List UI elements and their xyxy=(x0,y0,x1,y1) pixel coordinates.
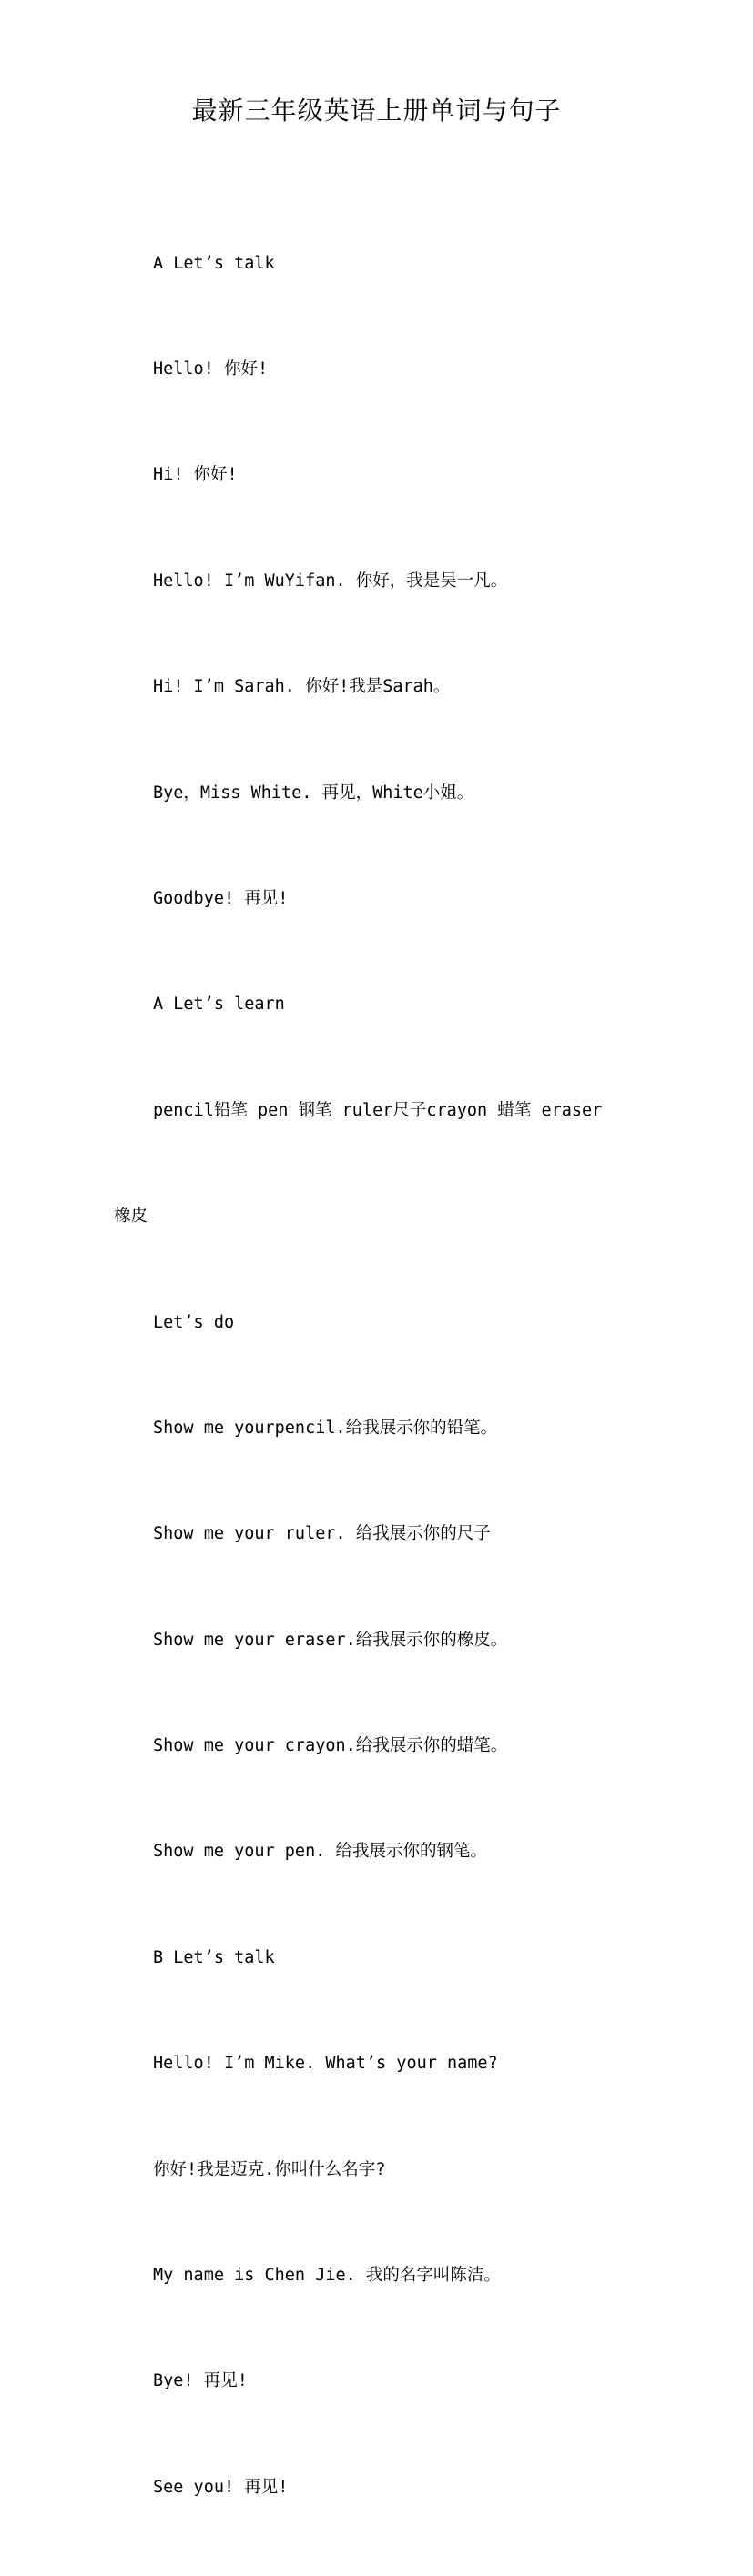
document-title: 最新三年级英语上册单词与句子 xyxy=(191,96,562,126)
text-line: Show me your pen. 给我展示你的钢笔。 xyxy=(153,1842,487,1862)
text-line: Hello! I’m Mike. What’s your name? xyxy=(153,2054,498,2074)
text-line: Goodbye! 再见! xyxy=(153,888,289,908)
text-line: pencil铅笔 pen 钢笔 ruler尺子crayon 蜡笔 eraser xyxy=(153,1100,603,1120)
text-line: Bye! 再见! xyxy=(153,2371,248,2391)
text-line: Hello! I’m WuYifan. 你好，我是吴一凡。 xyxy=(153,571,508,591)
text-line: Hi! I’m Sarah. 你好!我是Sarah。 xyxy=(153,677,451,697)
text-line: See you! 再见! xyxy=(153,2477,289,2497)
text-line: 你好!我是迈克.你叫什么名字? xyxy=(153,2159,386,2179)
text-line: Show me your ruler. 给我展示你的尺子 xyxy=(153,1524,491,1544)
text-line: Show me your crayon.给我展示你的蜡笔。 xyxy=(153,1736,508,1756)
text-line: Show me yourpencil.给我展示你的铅笔。 xyxy=(153,1418,498,1438)
text-line: Bye，Miss White. 再见，White小姐。 xyxy=(153,783,474,803)
text-line: Hello! 你好! xyxy=(153,359,269,379)
text-line: B Let’s talk xyxy=(153,1947,275,1967)
text-line: Show me your eraser.给我展示你的橡皮。 xyxy=(153,1630,508,1650)
text-line: Hi! 你好! xyxy=(153,465,238,485)
text-line-continuation: 橡皮 xyxy=(114,1207,148,1227)
text-line: A Let’s learn xyxy=(153,995,285,1015)
text-line: Let’s do xyxy=(153,1312,235,1332)
text-line: My name is Chen Jie. 我的名字叫陈洁。 xyxy=(153,2266,501,2286)
text-line: A Let’s talk xyxy=(153,253,275,273)
document-body xyxy=(114,176,651,2576)
